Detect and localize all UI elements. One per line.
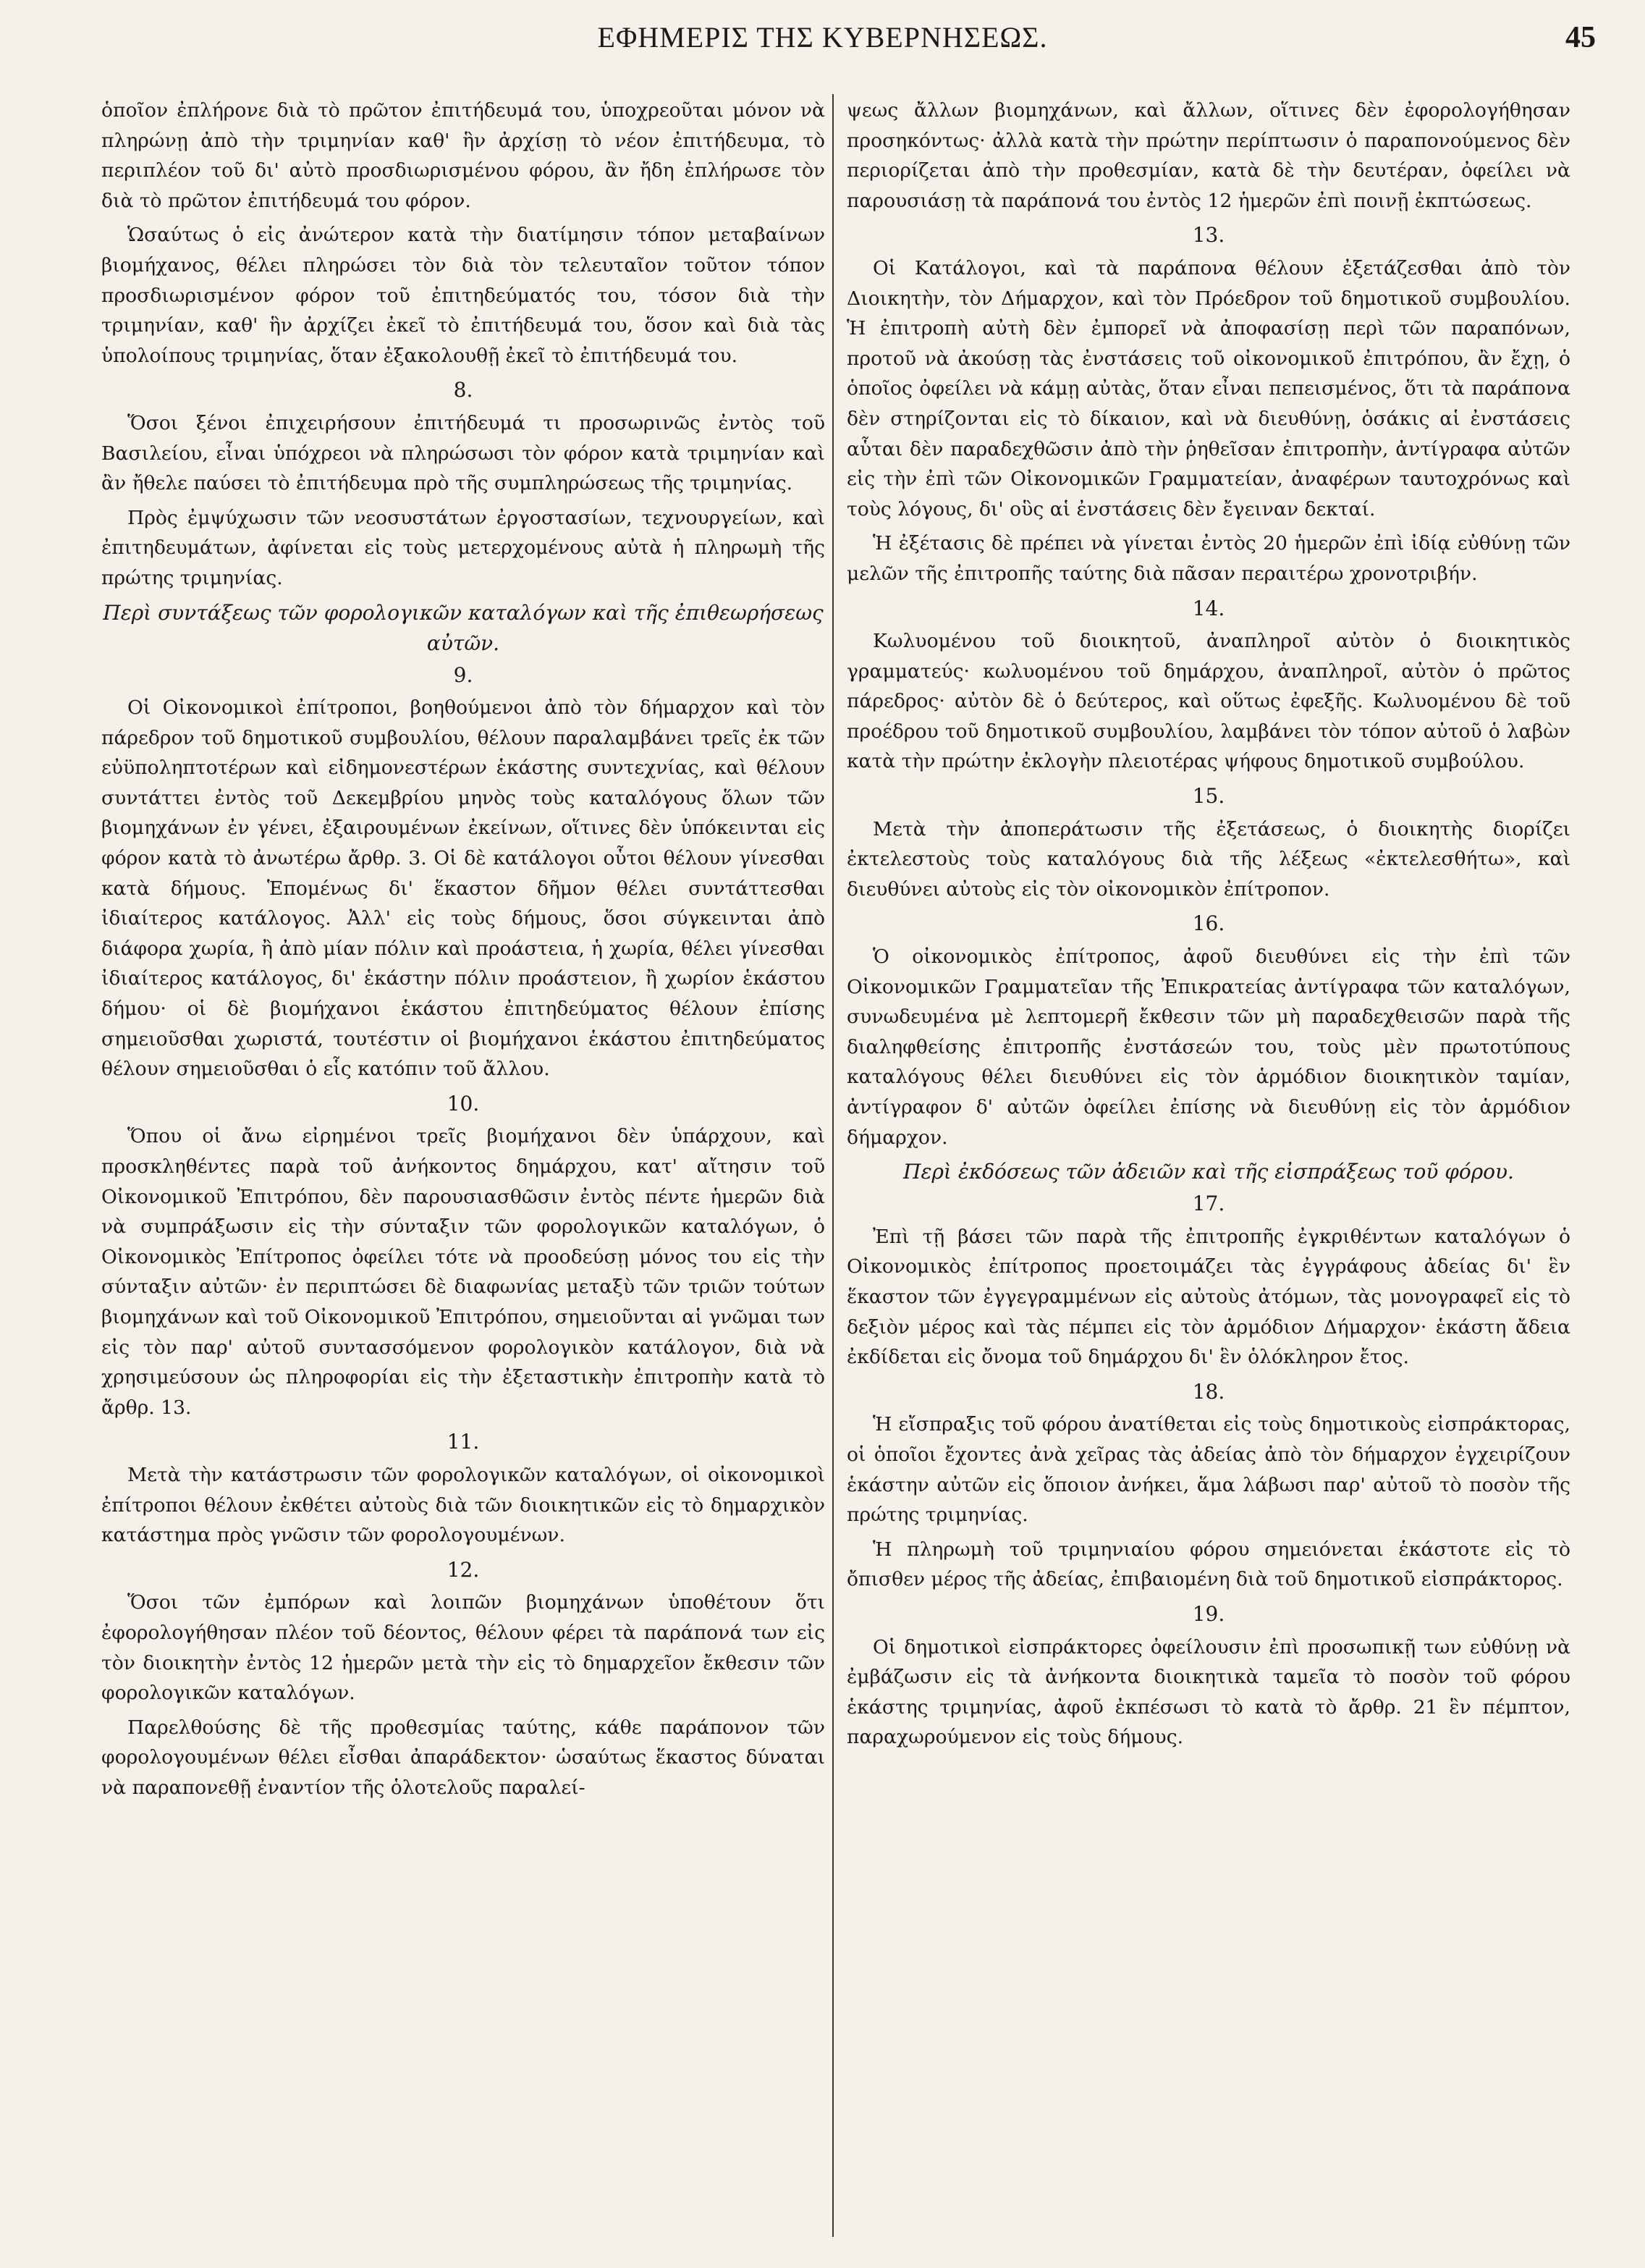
article-number: 17. bbox=[1192, 1192, 1225, 1216]
page-header bbox=[0, 20, 1645, 64]
paragraph: Ὡσαύτως ὁ εἰς ἀνώτερον κατὰ τὴν διατίμησιν τόπον μεταβαίνων βιομήχανος, θέλει πληρώσει τὸν διὰ τὸν τελευταῖον τοῦτον τόπον προσδιωρισμένον φόρον τοῦ ἐπιτηδεύματός του, τόσον διὰ τὴν τριμηνίαν, καθ' ἣν ἀρχίζει ἐκεῖ τὸ ἐπιτήδευμά του, ὅσον καὶ διὰ τὰς ὑπολοίπους τριμηνίας, ὅταν ἐξακολουθῇ ἐκεῖ τὸ ἐπιτήδευμά του. bbox=[101, 224, 825, 367]
paragraph: ψεως ἄλλων βιομηχάνων, καὶ ἄλλων, οἵτινες δὲν ἐφορολογήθησαν προσηκόντως· ἀλλὰ κατὰ τὴν πρώτην περίπτωσιν ὁ παραπονούμενος δὲν περιορίζεται ἀπὸ τὴν προθεσμίαν, κατὰ δὲ τὴν δευτέραν, ὀφείλει νὰ παρουσιάσῃ τὰ παράπονά του ἐντὸς 12 ἡμερῶν ἐπὶ ποινῇ ἐκπτώσεως. bbox=[847, 99, 1570, 212]
paragraph: Ἡ ἐξέτασις δὲ πρέπει νὰ γίνεται ἐντὸς 20 ἡμερῶν ἐπὶ ἰδίᾳ εὐθύνῃ τῶν μελῶν τῆς ἐπιτροπῆς ταύτης διὰ πᾶσαν περαιτέρω χρονοτριβήν. bbox=[847, 532, 1570, 585]
article-number: 14. bbox=[1192, 596, 1225, 620]
paragraph: Ἐπὶ τῇ βάσει τῶν παρὰ τῆς ἐπιτροπῆς ἐγκριθέντων καταλόγων ὁ Οἰκονομικὸς ἐπίτροπος προετοιμάζει τὰς ἐγγράφους ἀδείας δι' ἓν ἕκαστον τῶν ἐγγεγραμμένων εἰς αὐτοὺς ἀτόμων, τὰς μονογραφεῖ εἰς τὸ δεξιὸν μέρος καὶ τὰς πέμπει εἰς τὸν ἁρμόδιον Δήμαρχον· ἑκάστη ἄδεια ἐκδίδεται εἰς ὄνομα τοῦ δημάρχου δι' ἓν ὁλόκληρον ἔτος. bbox=[847, 1225, 1570, 1369]
article-number: 19. bbox=[1192, 1601, 1225, 1626]
paragraph: Οἱ δημοτικοὶ εἰσπράκτορες ὀφείλουσιν ἐπὶ προσωπικῇ των εὐθύνῃ νὰ ἐμβάζωσιν εἰς τὰ ἀνήκοντα διοικητικὰ ταμεῖα τὸ ποσὸν τοῦ φόρου ἑκάστης τριμηνίας, ἀφοῦ ἐκπέσωσι τὸ κατὰ τὸ ἄρθρ. 21 ἓν πέμπτον, παραχωρούμενον εἰς τοὺς δήμους. bbox=[847, 1635, 1570, 1749]
paragraph: Οἱ Οἰκονομικοὶ ἐπίτροποι, βοηθούμενοι ἀπὸ τὸν δήμαρχον καὶ τὸν πάρεδρον τοῦ δημοτικοῦ συμβουλίου, θέλουν παραλαμβάνει τρεῖς ἐκ τῶν εὐϋποληπτοτέρων καὶ εἰδημονεστέρων ἑκάστης συντεχνίας, καὶ θέλουν συντάττει ἐντὸς τοῦ Δεκεμβρίου μηνὸς τοὺς καταλόγους ὅλων τῶν βιομηχάνων ἐν γένει, ἐξαιρουμένων ἐκείνων, οἵτινες δὲν ὑπόκεινται εἰς φόρον κατὰ τὸ ἀνωτέρω ἄρθρ. 3. Οἱ δὲ κατάλογοι οὗτοι θέλουν γίνεσθαι κατὰ δήμους. Ἑπομένως δι' ἕκαστον δῆμον θέλει συντάττεσθαι ἰδιαίτερος κατάλογος. Ἀλλ' εἰς τοὺς δήμους, ὅσοι σύγκεινται ἀπὸ διάφορα χωρία, ἢ ἀπὸ μίαν πόλιν καὶ προάστεια, ἡ χωρία, θέλει γίνεσθαι ἰδιαίτερος κατάλογος, δι' ἑκάστην πόλιν προάστειον, ἢ χωρίον ἑκάστου δήμου· οἱ δὲ βιομήχανοι ἑκάστου ἐπιτηδεύματος θέλουν ἐπίσης σημειοῦσθαι χωριστά, τουτέστιν οἱ βιομήχανοι ἑκάστου ἐπιτηδεύματος θέλουν σημειοῦσθαι ὁ εἷς κατόπιν τοῦ ἄλλου. bbox=[101, 696, 825, 1081]
left-column bbox=[101, 96, 825, 1807]
paragraph: Ἡ εἴσπραξις τοῦ φόρου ἀνατίθεται εἰς τοὺς δημοτικοὺς εἰσπράκτορας, οἱ ὁποῖοι ἔχοντες ἀνὰ χεῖρας τὰς ἀδείας ἀπὸ τὸν δήμαρχον ἐγχειρίζουν ἑκάστην αὐτῶν εἰς ὅποιον ἀνήκει, ἅμα λάβωσι παρ' αὐτοῦ τὸ ποσὸν τῆς πρώτης τριμηνίας. bbox=[847, 1413, 1570, 1527]
paragraph: Κωλυομένου τοῦ διοικητοῦ, ἀναπληροῖ αὐτὸν ὁ διοικητικὸς γραμματεύς· κωλυομένου τοῦ δημάρχου, ἀναπληροῖ, αὐτὸν ὁ πρῶτος πάρεδρος· αὐτὸν δὲ ὁ δεύτερος, καὶ οὕτως ἐφεξῆς. Κωλυομένου δὲ τοῦ προέδρου τοῦ δημοτικοῦ συμβουλίου, λαμβάνει τὸν τόπον αὐτοῦ ὁ λαβὼν κατὰ τὴν πρώτην ἐκλογὴν πλειοτέρας ψήφους δημοτικοῦ συμβούλου. bbox=[847, 630, 1570, 773]
paragraph: Μετὰ τὴν κατάστρωσιν τῶν φορολογικῶν καταλόγων, οἱ οἰκονομικοὶ ἐπίτροποι θέλουν ἐκθέτει αὐτοὺς διὰ τῶν διοικητικῶν εἰς τὸ δημαρχικὸν κατάστημα πρὸς γνῶσιν τῶν φορολογουμένων. bbox=[101, 1463, 825, 1547]
paragraph: ὁποῖον ἐπλήρονε διὰ τὸ πρῶτον ἐπιτήδευμά του, ὑποχρεοῦται μόνον νὰ πληρώνῃ ἀπὸ τὴν τριμηνίαν καθ' ἣν ἀρχίσῃ τὸ νέον ἐπιτήδευμα, τὸ περιπλέον τοῦ δι' αὐτὸ προσδιωρισμένου φόρου, ἂν ἤδη ἐπλήρωσε τὸν διὰ τὸ πρῶτον ἐπιτήδευμά του φόρον. bbox=[101, 99, 825, 212]
article-number: 12. bbox=[447, 1557, 480, 1582]
running-title: ΕΦΗΜΕΡΙΣ ΤΗΣ ΚΥΒΕΡΝΗΣΕΩΣ. bbox=[597, 21, 1048, 54]
right-column bbox=[847, 96, 1570, 1757]
paragraph: Οἱ Κατάλογοι, καὶ τὰ παράπονα θέλουν ἐξετάζεσθαι ἀπὸ τὸν Διοικητὴν, τὸν Δήμαρχον, καὶ τὸν Πρόεδρον τοῦ δημοτικοῦ συμβουλίου. Ἡ ἐπιτροπὴ αὐτὴ δὲν ἐμπορεῖ νὰ ἀποφασίσῃ περὶ τῶν παραπόνων, προτοῦ νὰ ἀκούσῃ τὰς ἐνστάσεις τοῦ οἰκονομικοῦ ἐπιτρόπου, ἂν ἔχῃ, ὁ ὁποῖος ὀφείλει νὰ κάμῃ αὐτὰς, ὅταν εἶναι πεπεισμένος, ὅτι τὰ παράπονα δὲν στηρίζονται εἰς τὸ δίκαιον, καὶ νὰ διευθύνῃ, ὁσάκις αἱ ἐνστάσεις αὗται δὲν παραδεχθῶσιν ἀπὸ τὴν ῥηθεῖσαν ἐπιτροπὴν, ἀντίγραφα αὐτῶν εἰς τὴν ἐπὶ τῶν Οἰκονομικῶν Γραμματείαν, ἀναφέρων ταυτοχρόνως καὶ τοὺς λόγους, δι' οὓς αἱ ἐνστάσεις δὲν ἔγειναν δεκταί. bbox=[847, 256, 1570, 520]
article-number: 10. bbox=[447, 1091, 480, 1116]
section-heading: Περὶ συντάξεως τῶν φορολογικῶν καταλόγων καὶ τῆς ἐπιθεωρήσεως αὐτῶν. bbox=[103, 600, 824, 655]
paragraph: Ἡ πληρωμὴ τοῦ τριμηνιαίου φόρου σημειόνεται ἑκάστοτε εἰς τὸ ὄπισθεν μέρος τῆς ἀδείας, ἐπιβαιομένη διὰ τοῦ δημοτικοῦ εἰσπράκτορος. bbox=[847, 1538, 1570, 1591]
article-number: 9. bbox=[453, 662, 473, 687]
page-number: 45 bbox=[1565, 21, 1596, 54]
paragraph: Πρὸς ἐμψύχωσιν τῶν νεοσυστάτων ἐργοστασίων, τεχνουργείων, καὶ ἐπιτηδευμάτων, ἀφίνεται εἰς τοὺς μετερχομένους αὐτὰ ἡ πληρωμὴ τῆς πρώτης τριμηνίας. bbox=[101, 506, 825, 589]
article-number: 13. bbox=[1192, 223, 1225, 248]
article-number: 18. bbox=[1192, 1379, 1225, 1404]
paragraph: Ὅπου οἱ ἄνω εἰρημένοι τρεῖς βιομήχανοι δὲν ὑπάρχουν, καὶ προσκληθέντες παρὰ τοῦ ἀνήκοντος δημάρχου, κατ' αἴτησιν τοῦ Οἰκονομικοῦ Ἐπιτρόπου, δὲν παρουσιασθῶσιν ἐντὸς πέντε ἡμερῶν διὰ νὰ συμπράξωσιν εἰς τὴν σύνταξιν τῶν φορολογικῶν καταλόγων, ὁ Οἰκονομικὸς Ἐπίτροπος ὀφείλει τότε νὰ προοδεύσῃ μόνος του εἰς τὴν σύνταξιν αὐτῶν· ἐν περιπτώσει δὲ διαφωνίας μεταξὺ τῶν τριῶν τούτων βιομηχάνων καὶ τοῦ Οἰκονομικοῦ Ἐπιτρόπου, σημειοῦνται αἱ γνῶμαι των εἰς τὸν παρ' αὐτοῦ συντασσόμενον φορολογικὸν κατάλογον, διὰ νὰ χρησιμεύσουν ὡς πληροφορίαι εἰς τὴν ἐξεταστικὴν ἐπιτροπὴν κατὰ τὸ ἄρθρ. 13. bbox=[101, 1125, 825, 1419]
paragraph: Ὅσοι τῶν ἐμπόρων καὶ λοιπῶν βιομηχάνων ὑποθέτουν ὅτι ἐφορολογήθησαν πλέον τοῦ δέοντος, θέλουν φέρει τὰ παράπονά των εἰς τὸν διοικητὴν ἐντὸς 12 ἡμερῶν μετὰ τὴν εἰς τὸ δημαρχεῖον ἔκθεσιν τῶν φορολογικῶν καταλόγων. bbox=[101, 1591, 825, 1705]
column-divider bbox=[832, 94, 834, 2237]
article-number: 11. bbox=[447, 1430, 480, 1454]
article-number: 8. bbox=[453, 378, 473, 402]
paragraph: Μετὰ τὴν ἀποπεράτωσιν τῆς ἐξετάσεως, ὁ διοικητὴς διορίζει ἐκτελεστοὺς τοὺς καταλόγους διὰ τῆς λέξεως «ἐκτελεσθήτω», καὶ διευθύνει αὐτοὺς εἰς τὸν οἰκονομικὸν ἐπίτροπον. bbox=[847, 817, 1570, 901]
section-heading: Περὶ ἐκδόσεως τῶν ἀδειῶν καὶ τῆς εἰσπράξεως τοῦ φόρου. bbox=[903, 1160, 1514, 1184]
paragraph: Ὅσοι ξένοι ἐπιχειρήσουν ἐπιτήδευμά τι προσωρινῶς ἐντὸς τοῦ Βασιλείου, εἶναι ὑπόχρεοι νὰ πληρώσωσι τὸν φόρον κατὰ τριμηνίαν καὶ ἂν ἤθελε παύσει τὸ ἐπιτήδευμα πρὸ τῆς συμπληρώσεως τῆς τριμηνίας. bbox=[101, 411, 825, 495]
paragraph: Ὁ οἰκονομικὸς ἐπίτροπος, ἀφοῦ διευθύνει εἰς τὴν ἐπὶ τῶν Οἰκονομικῶν Γραμματεῖαν τῆς Ἐπικρατείας ἀντίγραφα τῶν καταλόγων, συνωδευμένα μὲ λεπτομερῆ ἔκθεσιν τῶν μὴ παραδεχθεισῶν παρὰ τῆς διαληφθείσης ἐπιτροπῆς ἐνστάσεών του, τοὺς μὲν πρωτοτύπους καταλόγους θέλει διευθύνει εἰς τὸν ἁρμόδιον διοικητικὸν ταμίαν, ἀντίγραφον δ' αὐτῶν ὀφείλει ἐπίσης νὰ διευθύνῃ εἰς τὸν ἁρμόδιον δήμαρχον. bbox=[847, 945, 1570, 1149]
article-number: 16. bbox=[1192, 911, 1225, 936]
article-number: 15. bbox=[1192, 784, 1225, 809]
paragraph: Παρελθούσης δὲ τῆς προθεσμίας ταύτης, κάθε παράπονον τῶν φορολογουμένων θέλει εἶσθαι ἀπαράδεκτον· ὡσαύτως ἕκαστος δύναται νὰ παραπονεθῇ ἐναντίον τῆς ὁλοτελοῦς παραλεί- bbox=[101, 1716, 825, 1799]
